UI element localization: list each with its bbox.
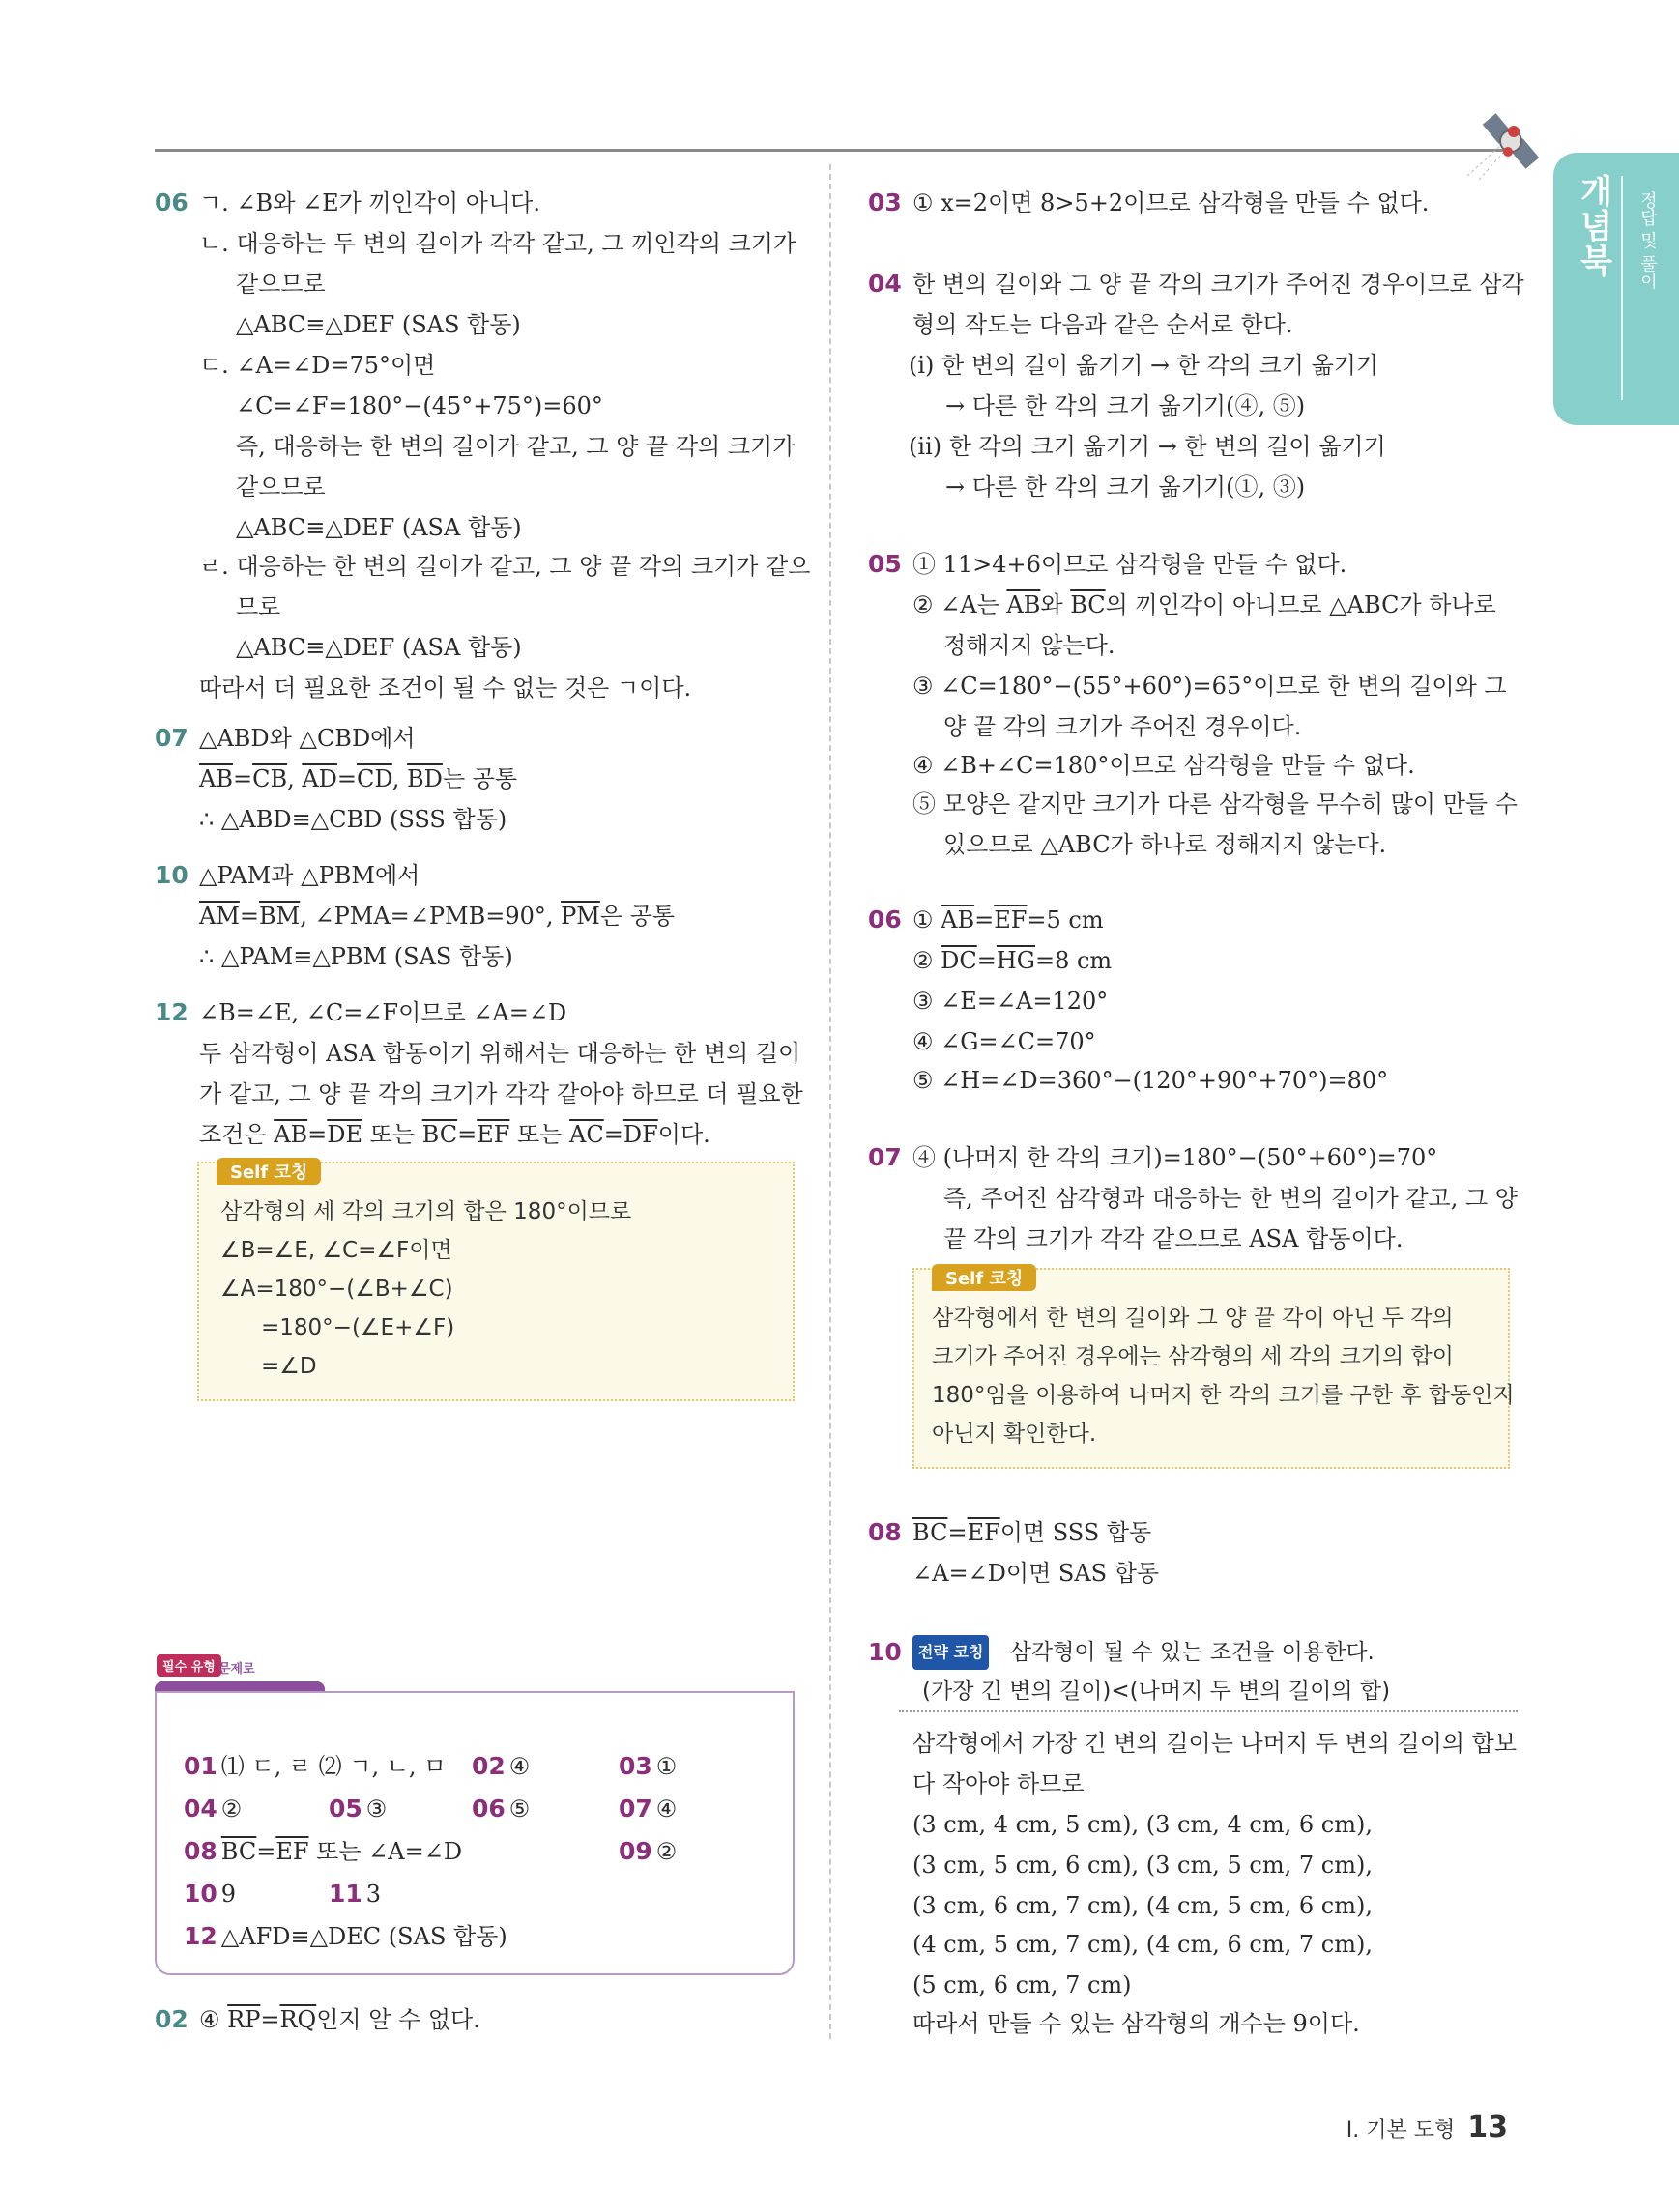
question-number: 10 xyxy=(155,861,188,889)
answer-item: 04 ② xyxy=(184,1795,243,1823)
answer-item: 03 ① xyxy=(619,1752,678,1780)
strategy-line: (가장 긴 변의 길이)<(나머지 두 변의 길이의 합) xyxy=(922,1679,1391,1704)
answer-item: 09 ② xyxy=(619,1837,678,1865)
answer-line: 므로 xyxy=(236,593,281,620)
answer-line: ∠A=∠D이면 SAS 합동 xyxy=(912,1560,1160,1587)
satellite-icon xyxy=(1460,108,1547,186)
side-tab[interactable] xyxy=(1553,153,1679,425)
strategy-divider xyxy=(899,1710,1518,1712)
answer-line: △ABC≡△DEF (ASA 합동) xyxy=(236,634,522,661)
self-coaching-box xyxy=(912,1268,1515,1469)
coaching-line: 삼각형에서 한 변의 길이와 그 양 끝 각이 아닌 두 각의 xyxy=(932,1306,1454,1331)
answer-item: 07 ④ xyxy=(619,1795,678,1823)
answer-line: ㄹ. 대응하는 한 변의 길이가 같고, 그 양 끝 각의 크기가 같으 xyxy=(199,553,811,580)
answer-line: 따라서 만들 수 있는 삼각형의 개수는 9이다. xyxy=(912,2010,1360,2037)
answer-line: $\overline{BC}=\overline{EF}$이면 SSS 합동 xyxy=(912,1519,1152,1546)
answer-line: △PAM과 △PBM에서 xyxy=(199,862,420,889)
page-footer xyxy=(1346,2111,1508,2144)
question-number: 04 xyxy=(868,270,902,298)
strategy-line: 전략 코칭 삼각형이 될 수 있는 조건을 이용한다. xyxy=(912,1635,1375,1670)
answer-line: ㄷ. ∠A=∠D=75°이면 xyxy=(199,352,436,379)
coaching-line: 180°임을 이용하여 나머지 한 각의 크기를 구한 후 합동인지 xyxy=(932,1383,1515,1408)
column-divider xyxy=(829,164,831,2039)
answer-line: 따라서 더 필요한 조건이 될 수 없는 것은 ㄱ이다. xyxy=(199,675,692,702)
question-number: 02 xyxy=(155,2005,188,2033)
answer-item: 01 ⑴ ㄷ, ㄹ ⑵ ㄱ, ㄴ, ㅁ xyxy=(184,1752,447,1780)
answer-line: ③ ∠E=∠A=120° xyxy=(912,988,1109,1015)
answer-line: (ⅰ) 한 변의 길이 옮기기 → 한 각의 크기 옮기기 xyxy=(909,352,1379,379)
question-number: 07 xyxy=(868,1143,902,1171)
answer-line: ∴ △ABD≡△CBD (SSS 합동) xyxy=(199,806,507,833)
coaching-line: =∠D xyxy=(261,1354,317,1379)
side-tab-divider xyxy=(1621,176,1623,400)
answer-line: ∴ △PAM≡△PBM (SAS 합동) xyxy=(199,943,513,970)
answer-line: (ⅱ) 한 각의 크기 옮기기 → 한 변의 길이 옮기기 xyxy=(909,433,1386,460)
coaching-line: 크기가 주어진 경우에는 삼각형의 세 각의 크기의 합이 xyxy=(932,1344,1454,1369)
coaching-line: ∠A=180°−(∠B+∠C) xyxy=(220,1277,453,1302)
question-number: 03 xyxy=(868,188,902,216)
practice-badge: 필수 유형 xyxy=(157,1654,221,1677)
answer-line: ㄱ. ∠B와 ∠E가 끼인각이 아니다. xyxy=(199,189,540,216)
answer-item: 10 9 xyxy=(184,1880,237,1908)
self-coaching-tag: Self 코칭 xyxy=(217,1158,321,1185)
answer-line: △ABC≡△DEF (ASA 합동) xyxy=(236,514,522,541)
coaching-line: =180°−(∠E+∠F) xyxy=(261,1315,455,1340)
practice-badge-sub: 문제로 xyxy=(218,1662,255,1677)
answer-line: 다 작아야 하므로 xyxy=(912,1770,1085,1797)
practice-answers-box xyxy=(155,1691,795,1975)
answer-line: ② ∠A는 $\overline{AB}$와 $\overline{BC}$의 끼인각이 아니므로 △ABC가 하나로 xyxy=(912,591,1496,618)
answer-line: (5 cm, 6 cm, 7 cm) xyxy=(912,1971,1132,1998)
coaching-line: 아닌지 확인한다. xyxy=(932,1422,1097,1447)
answer-line: ③ ∠C=180°−(55°+60°)=65°이므로 한 변의 길이와 그 xyxy=(912,673,1507,700)
answer-line: → 다른 한 각의 크기 옮기기(①, ③) xyxy=(945,474,1306,501)
side-tab-subtitle: 정답 및 풀이 xyxy=(1637,191,1658,290)
question-number: 12 xyxy=(155,998,188,1026)
answer-item: 11 3 xyxy=(329,1880,382,1908)
answer-line: ④ $\overline{RP}=\overline{RQ}$인지 알 수 없다. xyxy=(199,2006,480,2033)
answer-line: ② $\overline{DC}=\overline{HG}=8$ cm xyxy=(912,947,1113,974)
answer-line: ∠C=∠F=180°−(45°+75°)=60° xyxy=(236,392,603,419)
answer-item: 06 ⑤ xyxy=(472,1795,531,1823)
answer-line: 끝 각의 크기가 각각 같으므로 ASA 합동이다. xyxy=(943,1225,1404,1252)
question-number: 07 xyxy=(155,724,188,752)
question-number: 10 xyxy=(868,1638,902,1666)
answer-line: ④ ∠B+∠C=180°이므로 삼각형을 만들 수 없다. xyxy=(912,752,1415,779)
coaching-line: 삼각형의 세 각의 크기의 합은 180°이므로 xyxy=(220,1199,632,1224)
answer-line: (3 cm, 6 cm, 7 cm), (4 cm, 5 cm, 6 cm), xyxy=(912,1892,1373,1919)
answer-line: ∠B=∠E, ∠C=∠F이므로 ∠A=∠D xyxy=(199,999,567,1026)
answer-line: (3 cm, 5 cm, 6 cm), (3 cm, 5 cm, 7 cm), xyxy=(912,1852,1373,1879)
answer-line: 가 같고, 그 양 끝 각의 크기가 각각 같아야 하므로 더 필요한 xyxy=(199,1080,803,1107)
answer-line: (4 cm, 5 cm, 7 cm), (4 cm, 6 cm, 7 cm), xyxy=(912,1931,1373,1958)
answer-line: ④ (나머지 한 각의 크기)=180°−(50°+60°)=70° xyxy=(912,1144,1438,1171)
answer-line: ⑤ ∠H=∠D=360°−(120°+90°+70°)=80° xyxy=(912,1067,1389,1094)
question-number: 05 xyxy=(868,550,902,578)
answer-line: 조건은 $\overline{AB}=\overline{DE}$ 또는 $\overline{BC}=\overline{EF}$ 또는 $\overline{AC}=\overline{DF}$이다. xyxy=(199,1121,710,1148)
answer-line: 즉, 주어진 삼각형과 대응하는 한 변의 길이가 같고, 그 양 xyxy=(943,1185,1518,1212)
question-number: 06 xyxy=(155,188,188,216)
answer-line: 형의 작도는 다음과 같은 순서로 한다. xyxy=(912,311,1293,338)
answer-line: 양 끝 각의 크기가 주어진 경우이다. xyxy=(943,713,1302,740)
answer-line: 삼각형에서 가장 긴 변의 길이는 나머지 두 변의 길이의 합보 xyxy=(912,1730,1518,1757)
answer-item: 02 ④ xyxy=(472,1752,531,1780)
answer-line: 같으므로 xyxy=(236,271,326,298)
answer-item: 08 $\overline{BC}=\overline{EF}$ 또는 ∠A=∠D xyxy=(184,1837,463,1865)
self-coaching-box xyxy=(197,1162,795,1401)
answer-line: △ABC≡△DEF (SAS 합동) xyxy=(236,311,521,338)
answer-item: 05 ③ xyxy=(329,1795,388,1823)
answer-line: 같으므로 xyxy=(236,474,326,501)
question-number: 08 xyxy=(868,1518,902,1546)
answer-item: 12 △AFD≡△DEC (SAS 합동) xyxy=(184,1922,507,1950)
answer-line: ① $\overline{AB}=\overline{EF}=5$ cm xyxy=(912,906,1104,934)
answer-line: △ABD와 △CBD에서 xyxy=(199,725,416,752)
answer-line: ⑤ 모양은 같지만 크기가 다른 삼각형을 무수히 많이 만들 수 xyxy=(912,790,1518,818)
answer-line: $\overline{AB}=\overline{CB}$, $\overline{AD}=\overline{CD}$, $\overline{BD}$는 공통 xyxy=(199,765,518,792)
answer-line: ① x=2이면 8>5+2이므로 삼각형을 만들 수 없다. xyxy=(912,189,1430,216)
answer-line: 두 삼각형이 ASA 합동이기 위해서는 대응하는 한 변의 길이 xyxy=(199,1040,801,1067)
answer-line: 있으므로 △ABC가 하나로 정해지지 않는다. xyxy=(943,831,1387,858)
answer-line: $\overline{AM}=\overline{BM}$, ∠PMA=∠PMB=90°, $\overline{PM}$은 공통 xyxy=(199,903,676,930)
answer-line: 한 변의 길이와 그 양 끝 각의 크기가 주어진 경우이므로 삼각 xyxy=(912,271,1524,298)
question-number: 06 xyxy=(868,905,902,934)
page-number: 13 xyxy=(1467,2111,1508,2144)
answer-line: ㄴ. 대응하는 두 변의 길이가 각각 같고, 그 끼인각의 크기가 xyxy=(199,230,796,257)
side-tab-title: 개념북 xyxy=(1574,174,1612,278)
answer-line: (3 cm, 4 cm, 5 cm), (3 cm, 4 cm, 6 cm), xyxy=(912,1811,1373,1838)
self-coaching-tag: Self 코칭 xyxy=(932,1264,1036,1291)
answer-line: → 다른 한 각의 크기 옮기기(④, ⑤) xyxy=(945,392,1306,419)
answer-line: ① 11>4+6이므로 삼각형을 만들 수 없다. xyxy=(912,551,1347,578)
answer-line: 즉, 대응하는 한 변의 길이가 같고, 그 양 끝 각의 크기가 xyxy=(236,433,796,460)
footer-section: Ⅰ. 기본 도형 xyxy=(1346,2118,1456,2142)
coaching-line: ∠B=∠E, ∠C=∠F이면 xyxy=(220,1238,452,1263)
answer-line: 정해지지 않는다. xyxy=(943,632,1115,659)
answer-line: ④ ∠G=∠C=70° xyxy=(912,1028,1096,1055)
top-rule xyxy=(155,149,1508,152)
strategy-coaching-tag: 전략 코칭 xyxy=(912,1635,989,1670)
